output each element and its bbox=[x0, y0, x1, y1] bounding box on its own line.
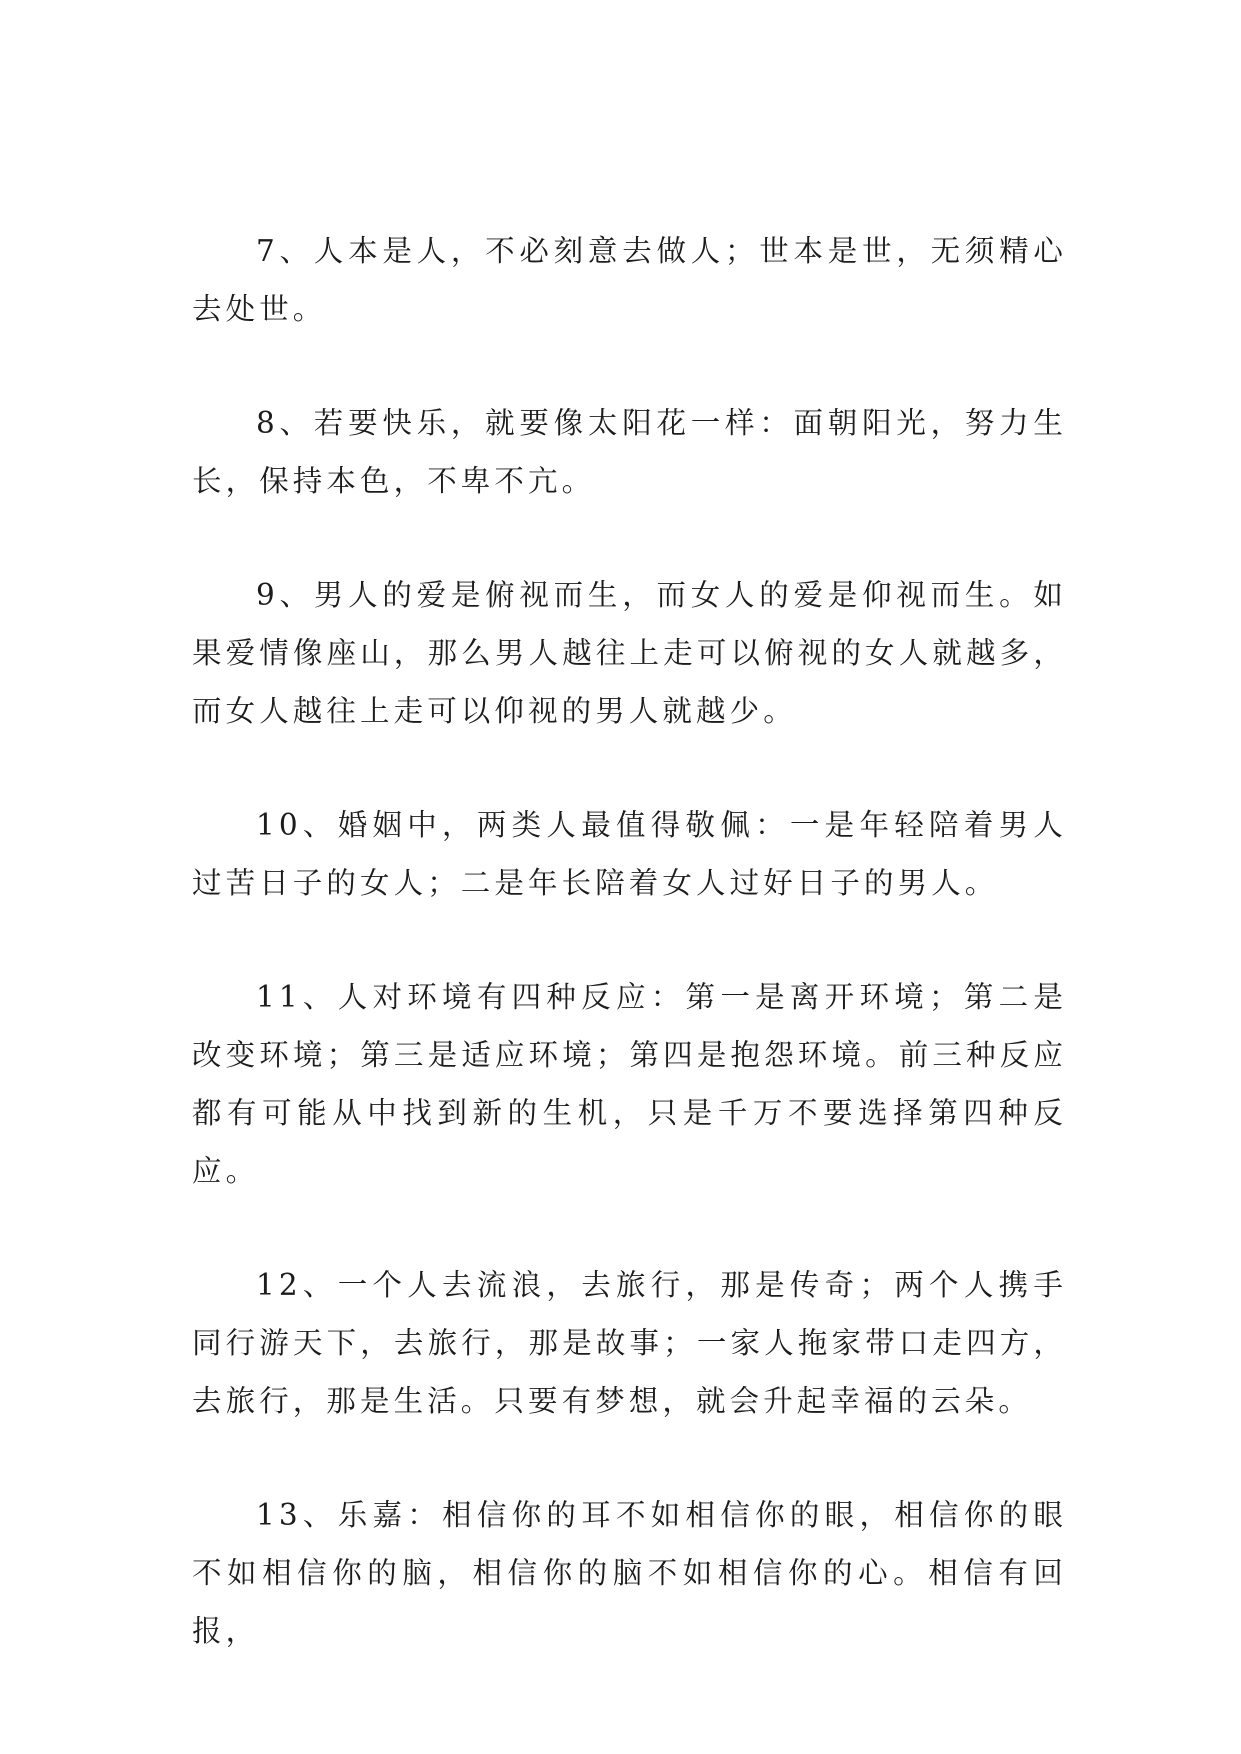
paragraph-9: 9、男人的爱是俯视而生，而女人的爱是仰视而生。如果爱情像座山，那么男人越往上走可以俯视的女人就越多，而女人越往上走可以仰视的男人就越少。 bbox=[192, 578, 1067, 728]
paragraph-11: 11、人对环境有四种反应：第一是离开环境；第二是改变环境；第三是适应环境；第四是抱怨环境。前三种反应都有可能从中找到新的生机，只是千万不要选择第四种反应。 bbox=[192, 980, 1067, 1188]
paragraph-10: 10、婚姻中，两类人最值得敬佩：一是年轻陪着男人过苦日子的女人；二是年长陪着女人过好日子的男人。 bbox=[192, 808, 1067, 900]
paragraph-13: 13、乐嘉：相信你的耳不如相信你的眼，相信你的眼不如相信你的脑，相信你的脑不如相信你的心。相信有回报， bbox=[192, 1498, 1067, 1648]
paragraph-7: 7、人本是人，不必刻意去做人；世本是世，无须精心去处世。 bbox=[192, 234, 1067, 326]
document-body bbox=[192, 222, 1067, 1716]
paragraph-8: 8、若要快乐，就要像太阳花一样：面朝阳光，努力生长，保持本色，不卑不亢。 bbox=[192, 406, 1067, 498]
paragraph-12: 12、一个人去流浪，去旅行，那是传奇；两个人携手同行游天下，去旅行，那是故事；一家人拖家带口走四方，去旅行，那是生活。只要有梦想，就会升起幸福的云朵。 bbox=[192, 1268, 1067, 1418]
